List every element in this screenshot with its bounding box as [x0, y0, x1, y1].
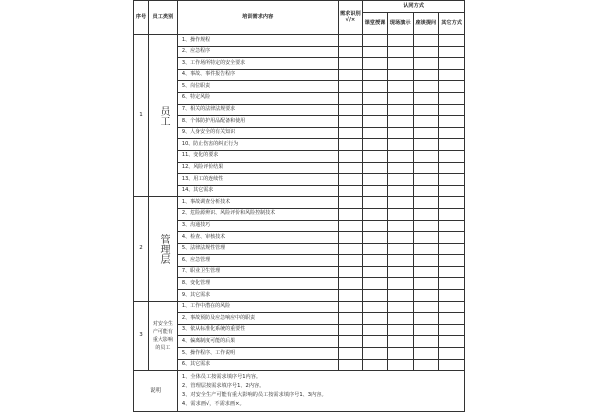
demand-cell[interactable]	[338, 255, 363, 267]
method-cell[interactable]	[387, 116, 413, 128]
method-cell[interactable]	[439, 81, 465, 93]
method-cell[interactable]	[363, 266, 388, 278]
notes-label-text: 说明	[149, 387, 161, 394]
method-cell[interactable]	[439, 278, 465, 290]
method-cell[interactable]	[413, 266, 439, 278]
demand-cell[interactable]	[338, 208, 363, 220]
method-cell[interactable]	[363, 348, 388, 360]
method-cell[interactable]	[439, 185, 465, 197]
method-cell[interactable]	[387, 46, 413, 58]
method-cell[interactable]	[387, 290, 413, 302]
method-cell[interactable]	[439, 336, 465, 348]
item-cell: 9、其它需求	[177, 290, 338, 302]
item-cell: 7、相关的法律法规要求	[177, 104, 338, 116]
method-cell[interactable]	[363, 58, 388, 70]
method-cell[interactable]	[387, 220, 413, 232]
method-cell[interactable]	[387, 69, 413, 81]
method-cell[interactable]	[387, 58, 413, 70]
group-number: 1	[134, 35, 149, 197]
method-cell[interactable]	[439, 58, 465, 70]
method-cell[interactable]	[439, 116, 465, 128]
method-cell[interactable]	[363, 127, 388, 139]
method-cell[interactable]	[413, 127, 439, 139]
method-cell[interactable]	[363, 208, 388, 220]
method-cell[interactable]	[439, 220, 465, 232]
method-cell[interactable]	[413, 313, 439, 325]
item-cell: 6、其它需求	[177, 359, 338, 371]
header-method-discussion: 座谈提问	[413, 13, 439, 35]
header-content: 培训需求内容	[177, 1, 338, 35]
method-cell[interactable]	[413, 185, 439, 197]
method-cell[interactable]	[413, 174, 439, 186]
demand-cell[interactable]	[338, 162, 363, 174]
method-cell[interactable]	[413, 92, 439, 104]
header-category: 员工类别	[148, 1, 177, 35]
method-cell[interactable]	[387, 208, 413, 220]
item-cell: 5、操作程序、工作说明	[177, 348, 338, 360]
demand-cell[interactable]	[338, 104, 363, 116]
method-cell[interactable]	[413, 139, 439, 151]
method-cell[interactable]	[387, 232, 413, 244]
demand-cell[interactable]	[338, 313, 363, 325]
demand-cell[interactable]	[338, 35, 363, 47]
method-cell[interactable]	[413, 255, 439, 267]
demand-cell[interactable]	[338, 290, 363, 302]
demand-cell[interactable]	[338, 174, 363, 186]
demand-cell[interactable]	[338, 92, 363, 104]
item-cell: 3、依从标准化系统的重要性	[177, 324, 338, 336]
method-cell[interactable]	[363, 324, 388, 336]
method-cell[interactable]	[387, 81, 413, 93]
training-needs-table	[133, 0, 465, 412]
method-cell[interactable]	[387, 197, 413, 209]
method-cell[interactable]	[439, 197, 465, 209]
item-cell: 10、防止伤害的纠正行为	[177, 139, 338, 151]
method-cell[interactable]	[363, 162, 388, 174]
method-cell[interactable]	[413, 58, 439, 70]
method-cell[interactable]	[387, 324, 413, 336]
method-cell[interactable]	[439, 301, 465, 313]
method-cell[interactable]	[363, 232, 388, 244]
method-cell[interactable]	[363, 197, 388, 209]
method-cell[interactable]	[387, 348, 413, 360]
method-cell[interactable]	[363, 81, 388, 93]
item-cell: 1、工作中潜在的风险	[177, 301, 338, 313]
item-cell: 2、危险源辨识、风险评价和风险控制技术	[177, 208, 338, 220]
method-cell[interactable]	[413, 116, 439, 128]
method-cell[interactable]	[439, 255, 465, 267]
method-cell[interactable]	[413, 81, 439, 93]
demand-cell[interactable]	[338, 301, 363, 313]
method-cell[interactable]	[413, 278, 439, 290]
method-cell[interactable]	[363, 313, 388, 325]
item-cell: 5、法律法规性管理	[177, 243, 338, 255]
group-label: 对安全生产可能有重大影响的员工	[148, 301, 177, 371]
item-cell: 8、变化管理	[177, 278, 338, 290]
method-cell[interactable]	[439, 359, 465, 371]
header-seq: 序号	[134, 1, 149, 35]
method-cell[interactable]	[413, 359, 439, 371]
item-cell: 9、人身安全的有关知识	[177, 127, 338, 139]
header-method-lecture: 课堂授课	[363, 13, 388, 35]
header-approach: 认同方式	[363, 1, 465, 13]
method-cell[interactable]	[363, 139, 388, 151]
method-cell[interactable]	[363, 301, 388, 313]
item-cell: 6、应急管理	[177, 255, 338, 267]
method-cell[interactable]	[387, 255, 413, 267]
method-cell[interactable]	[387, 301, 413, 313]
item-cell: 13、用工的连续性	[177, 174, 338, 186]
method-cell[interactable]	[413, 243, 439, 255]
method-cell[interactable]	[439, 139, 465, 151]
item-cell: 5、岗位职责	[177, 81, 338, 93]
method-cell[interactable]	[387, 162, 413, 174]
method-cell[interactable]	[363, 92, 388, 104]
demand-cell[interactable]	[338, 348, 363, 360]
note-line: 4、需求画√，不需求画×。	[181, 401, 245, 408]
notes-label	[134, 371, 178, 412]
method-cell[interactable]	[363, 35, 388, 47]
method-cell[interactable]	[439, 127, 465, 139]
demand-cell[interactable]	[338, 232, 363, 244]
item-cell: 3、工作场所特定的安全要求	[177, 58, 338, 70]
method-cell[interactable]	[439, 208, 465, 220]
method-cell[interactable]	[387, 150, 413, 162]
note-line: 3、对安全生产可能有重大影响的员工按需求填序号1、3内容。	[181, 392, 327, 399]
method-cell[interactable]	[387, 313, 413, 325]
method-cell[interactable]	[387, 359, 413, 371]
method-cell[interactable]	[387, 278, 413, 290]
method-cell[interactable]	[413, 104, 439, 116]
item-cell: 1、操作规程	[177, 35, 338, 47]
demand-cell[interactable]	[338, 127, 363, 139]
method-cell[interactable]	[439, 313, 465, 325]
method-cell[interactable]	[413, 197, 439, 209]
method-cell[interactable]	[439, 243, 465, 255]
demand-cell[interactable]	[338, 58, 363, 70]
method-cell[interactable]	[363, 150, 388, 162]
method-cell[interactable]	[439, 92, 465, 104]
item-cell: 14、其它需求	[177, 185, 338, 197]
training-needs-form	[133, 0, 465, 408]
demand-cell[interactable]	[338, 336, 363, 348]
method-cell[interactable]	[439, 232, 465, 244]
method-cell[interactable]	[363, 116, 388, 128]
demand-cell[interactable]	[338, 278, 363, 290]
item-cell: 8、个体防护用品配备和使用	[177, 116, 338, 128]
item-cell: 4、偏离制度可能的后果	[177, 336, 338, 348]
method-cell[interactable]	[363, 220, 388, 232]
method-cell[interactable]	[439, 35, 465, 47]
method-cell[interactable]	[363, 255, 388, 267]
demand-cell[interactable]	[338, 150, 363, 162]
method-cell[interactable]	[439, 174, 465, 186]
method-cell[interactable]	[413, 324, 439, 336]
method-cell[interactable]	[363, 290, 388, 302]
method-cell[interactable]	[387, 127, 413, 139]
item-cell: 4、检查、审核技术	[177, 232, 338, 244]
item-cell: 6、特定风险	[177, 92, 338, 104]
group-label: 管理层	[148, 197, 177, 301]
method-cell[interactable]	[363, 69, 388, 81]
method-cell[interactable]	[439, 324, 465, 336]
notes-body	[177, 371, 464, 412]
item-cell: 7、职业卫生管理	[177, 266, 338, 278]
note-line: 2、管理层按需求填序号1、2内容。	[181, 383, 265, 390]
method-cell[interactable]	[413, 69, 439, 81]
demand-cell[interactable]	[338, 324, 363, 336]
method-cell[interactable]	[387, 266, 413, 278]
method-cell[interactable]	[413, 290, 439, 302]
method-cell[interactable]	[363, 278, 388, 290]
item-cell: 2、事故预防及应急响应中的职责	[177, 313, 338, 325]
method-cell[interactable]	[363, 336, 388, 348]
item-cell: 11、变化的要求	[177, 150, 338, 162]
group-number: 2	[134, 197, 149, 301]
method-cell[interactable]	[413, 301, 439, 313]
demand-cell[interactable]	[338, 139, 363, 151]
method-cell[interactable]	[387, 104, 413, 116]
method-cell[interactable]	[413, 220, 439, 232]
method-cell[interactable]	[363, 104, 388, 116]
demand-cell[interactable]	[338, 359, 363, 371]
method-cell[interactable]	[387, 336, 413, 348]
method-cell[interactable]	[413, 232, 439, 244]
demand-cell[interactable]	[338, 81, 363, 93]
demand-cell[interactable]	[338, 243, 363, 255]
method-cell[interactable]	[439, 290, 465, 302]
method-cell[interactable]	[413, 150, 439, 162]
method-cell[interactable]	[363, 185, 388, 197]
method-cell[interactable]	[439, 162, 465, 174]
method-cell[interactable]	[387, 35, 413, 47]
method-cell[interactable]	[387, 243, 413, 255]
item-cell: 4、事故、事件报告程序	[177, 69, 338, 81]
method-cell[interactable]	[439, 266, 465, 278]
demand-cell[interactable]	[338, 266, 363, 278]
group-label: 员工	[148, 35, 177, 197]
item-cell: 12、风险评价结果	[177, 162, 338, 174]
note-line: 1、全体员工按需求填序号1内容。	[181, 374, 262, 381]
method-cell[interactable]	[413, 46, 439, 58]
demand-cell[interactable]	[338, 197, 363, 209]
method-cell[interactable]	[413, 336, 439, 348]
group-number: 3	[134, 301, 149, 371]
method-cell[interactable]	[413, 348, 439, 360]
method-cell[interactable]	[387, 92, 413, 104]
method-cell[interactable]	[413, 208, 439, 220]
header-method-demo: 现场演示	[387, 13, 413, 35]
method-cell[interactable]	[363, 359, 388, 371]
method-cell[interactable]	[387, 139, 413, 151]
method-cell[interactable]	[439, 348, 465, 360]
method-cell[interactable]	[363, 174, 388, 186]
header-demand: 需求识别√/×	[338, 1, 363, 35]
demand-cell[interactable]	[338, 116, 363, 128]
item-cell: 3、沟通技巧	[177, 220, 338, 232]
method-cell[interactable]	[387, 174, 413, 186]
method-cell[interactable]	[439, 150, 465, 162]
demand-cell[interactable]	[338, 46, 363, 58]
method-cell[interactable]	[439, 104, 465, 116]
method-cell[interactable]	[439, 46, 465, 58]
method-cell[interactable]	[439, 69, 465, 81]
demand-cell[interactable]	[338, 185, 363, 197]
method-cell[interactable]	[413, 35, 439, 47]
method-cell[interactable]	[387, 185, 413, 197]
demand-cell[interactable]	[338, 220, 363, 232]
item-cell: 2、应急程序	[177, 46, 338, 58]
method-cell[interactable]	[413, 162, 439, 174]
header-method-other: 其它方式	[439, 13, 465, 35]
method-cell[interactable]	[363, 46, 388, 58]
method-cell[interactable]	[363, 243, 388, 255]
demand-cell[interactable]	[338, 69, 363, 81]
item-cell: 1、事故调查分析技术	[177, 197, 338, 209]
